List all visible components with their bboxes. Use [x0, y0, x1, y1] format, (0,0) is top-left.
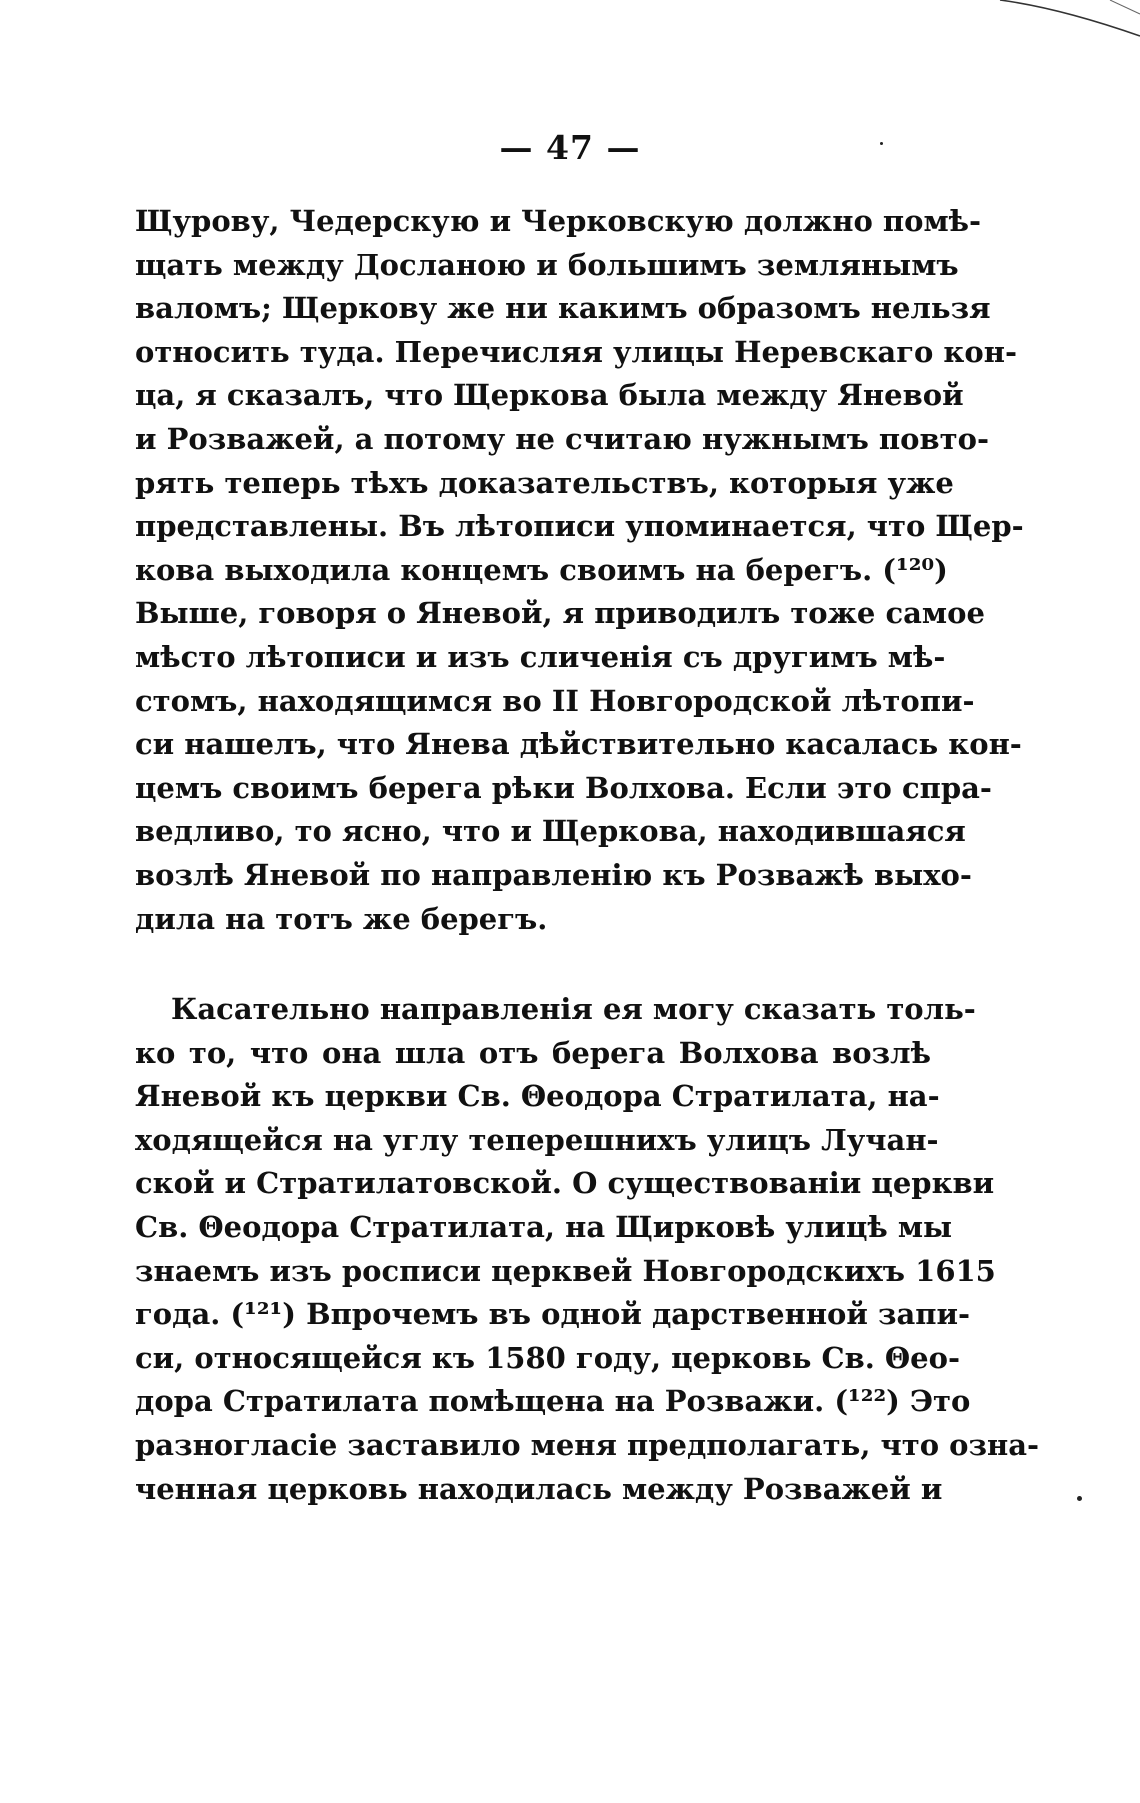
text-line: дила на тотъ же берегъ.: [135, 901, 548, 936]
text-line: представлены. Въ лѣтописи упоминается, что Щер-: [135, 509, 1024, 544]
scan-speck: [1077, 1496, 1082, 1501]
text-line: Яневой къ церкви Св. Θеодора Стратилата, на-: [135, 1079, 940, 1114]
page-number: — 47 —: [499, 128, 641, 167]
text-line: щать между Досланою и большимъ землянымъ: [135, 247, 959, 282]
text-line: ченная церковь находилась между Розважей и: [135, 1471, 943, 1506]
text-line: Щурову, Чедерскую и Черковскую должно помѣ-: [135, 204, 982, 238]
text-line: года. (¹²¹) Впрочемъ въ одной дарственной запи-: [135, 1297, 971, 1332]
text-line: разногласіе заставило меня предполагать, что озна-: [135, 1427, 1040, 1462]
scan-corner-mark: [940, 0, 1140, 40]
text-line: си нашелъ, что Янева дѣйствительно касалась кон-: [135, 727, 1022, 762]
text-line: ца, я сказалъ, что Щеркова была между Яневой: [135, 378, 964, 413]
text-line: и Розважей, а потому не считаю нужнымъ повто-: [135, 421, 989, 456]
text-line: относить туда. Перечисляя улицы Неревскаго кон-: [135, 334, 1017, 369]
text-line: возлѣ Яневой по направленію къ Розважѣ выхо-: [135, 857, 972, 892]
text-line: валомъ; Щеркову же ни какимъ образомъ нельзя: [135, 291, 991, 326]
text-line: ведливо, то ясно, что и Щеркова, находившаяся: [135, 814, 966, 849]
text-line: рять теперь тѣхъ доказательствъ, которыя уже: [135, 465, 954, 500]
text-line: ко то, что она шла отъ берега Волхова возлѣ: [135, 1035, 931, 1070]
text-line: ской и Стратилатовской. О существованіи церкви: [135, 1166, 995, 1201]
text-line: мѣсто лѣтописи и изъ сличенія съ другимъ мѣ-: [135, 639, 946, 674]
text-line: стомъ, находящимся во II Новгородской лѣтопи-: [135, 683, 975, 718]
text-line: Выше, говоря о Яневой, я приводилъ тоже самое: [135, 596, 985, 631]
text-line: ходящейся на углу теперешнихъ улицъ Лучан-: [135, 1122, 939, 1157]
text-line: дора Стратилата помѣщена на Розважи. (¹²²) Это: [135, 1384, 971, 1419]
text-line: Св. Θеодора Стратилата, на Щирковѣ улицѣ мы: [135, 1209, 953, 1244]
paragraph-2: [135, 988, 1040, 1511]
paragraph-1: [135, 200, 1024, 941]
text-line: кова выходила концемъ своимъ на берегъ. (¹²⁰): [135, 552, 948, 587]
text-line: си, относящейся къ 1580 году, церковь Св. Θео-: [135, 1340, 961, 1375]
scan-speck: [880, 142, 883, 145]
text-line: Касательно направленія ея могу сказать толь-: [171, 992, 976, 1026]
text-line: знаемъ изъ росписи церквей Новгородскихъ 1615: [135, 1253, 996, 1288]
text-line: цемъ своимъ берега рѣки Волхова. Если это спра-: [135, 770, 992, 805]
